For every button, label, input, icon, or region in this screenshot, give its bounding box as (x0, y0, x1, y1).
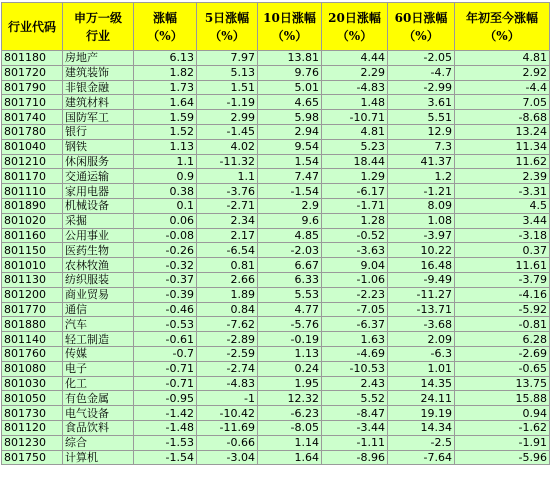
cell-industry[interactable]: 医药生物 (63, 243, 134, 258)
cell-code[interactable]: 801210 (2, 154, 63, 169)
cell-ytd-change[interactable]: 3.44 (455, 213, 550, 228)
cell-change[interactable]: -1.48 (134, 420, 197, 435)
cell-change[interactable]: -0.61 (134, 332, 197, 347)
cell-5d-change[interactable]: -11.69 (197, 420, 258, 435)
header-industry[interactable] (63, 3, 134, 51)
cell-20d-change[interactable]: -7.05 (322, 302, 388, 317)
cell-5d-change[interactable]: 1.51 (197, 80, 258, 95)
cell-industry[interactable]: 银行 (63, 124, 134, 139)
header-industry-sub: 行业 (85, 28, 110, 43)
cell-industry[interactable]: 纺织服装 (63, 272, 134, 287)
cell-60d-change[interactable]: 12.9 (388, 124, 455, 139)
table-row (2, 51, 550, 66)
cell-ytd-change[interactable]: -3.18 (455, 228, 550, 243)
cell-5d-change[interactable]: 1.89 (197, 287, 258, 302)
cell-code[interactable]: 801720 (2, 65, 63, 80)
cell-change[interactable]: -0.37 (134, 272, 197, 287)
cell-ytd-change[interactable]: -0.65 (455, 361, 550, 376)
cell-code[interactable]: 801880 (2, 317, 63, 332)
cell-60d-change[interactable]: 2.09 (388, 332, 455, 347)
cell-10d-change[interactable]: -8.05 (258, 420, 322, 435)
cell-60d-change[interactable]: -2.99 (388, 80, 455, 95)
cell-60d-change[interactable]: -2.5 (388, 435, 455, 450)
table-row (2, 406, 550, 421)
cell-industry[interactable]: 化工 (63, 376, 134, 391)
cell-industry[interactable]: 非银金融 (63, 80, 134, 95)
cell-20d-change[interactable]: 4.44 (322, 51, 388, 66)
cell-change[interactable]: -1.53 (134, 435, 197, 450)
cell-industry[interactable]: 通信 (63, 302, 134, 317)
cell-code[interactable]: 801180 (2, 51, 63, 66)
cell-60d-change[interactable]: 8.09 (388, 198, 455, 213)
cell-industry[interactable]: 食品饮料 (63, 420, 134, 435)
header-60d-change[interactable] (388, 3, 455, 51)
cell-20d-change[interactable]: 1.63 (322, 332, 388, 347)
cell-code[interactable]: 801200 (2, 287, 63, 302)
cell-ytd-change[interactable]: 11.34 (455, 139, 550, 154)
cell-20d-change[interactable]: -3.63 (322, 243, 388, 258)
cell-10d-change[interactable]: 12.32 (258, 391, 322, 406)
table-row (2, 110, 550, 125)
cell-20d-change[interactable]: 4.81 (322, 124, 388, 139)
cell-5d-change[interactable]: 4.02 (197, 139, 258, 154)
cell-industry[interactable]: 采掘 (63, 213, 134, 228)
cell-20d-change[interactable]: 1.48 (322, 95, 388, 110)
header-change-label: 涨幅 (152, 10, 177, 25)
cell-5d-change[interactable]: -10.42 (197, 406, 258, 421)
cell-20d-change[interactable]: -1.06 (322, 272, 388, 287)
header-code-label: 行业代码 (7, 19, 56, 34)
cell-ytd-change[interactable]: 13.75 (455, 376, 550, 391)
cell-60d-change[interactable]: 1.08 (388, 213, 455, 228)
cell-industry[interactable]: 轻工制造 (63, 332, 134, 347)
cell-code[interactable]: 801760 (2, 346, 63, 361)
table-row (2, 80, 550, 95)
cell-code[interactable]: 801890 (2, 198, 63, 213)
cell-60d-change[interactable]: -3.97 (388, 228, 455, 243)
cell-10d-change[interactable]: 4.85 (258, 228, 322, 243)
cell-5d-change[interactable]: -2.59 (197, 346, 258, 361)
cell-5d-change[interactable]: 2.34 (197, 213, 258, 228)
cell-change[interactable]: 0.38 (134, 184, 197, 199)
cell-60d-change[interactable]: 14.34 (388, 420, 455, 435)
header-industry-label: 申万一级 (73, 10, 122, 25)
table-row (2, 243, 550, 258)
table-body (2, 51, 550, 465)
cell-ytd-change[interactable]: 4.81 (455, 51, 550, 66)
cell-60d-change[interactable]: 19.19 (388, 406, 455, 421)
cell-5d-change[interactable]: -6.54 (197, 243, 258, 258)
cell-change[interactable]: 1.59 (134, 110, 197, 125)
header-change-unit: （%） (147, 28, 183, 43)
cell-code[interactable]: 801780 (2, 124, 63, 139)
cell-ytd-change[interactable]: 6.28 (455, 332, 550, 347)
cell-20d-change[interactable]: 1.28 (322, 213, 388, 228)
cell-60d-change[interactable]: -7.64 (388, 450, 455, 465)
header-ytd-unit: （%） (484, 28, 520, 43)
cell-5d-change[interactable]: -2.89 (197, 332, 258, 347)
cell-ytd-change[interactable]: -5.96 (455, 450, 550, 465)
table-row (2, 450, 550, 465)
cell-5d-change[interactable]: -3.76 (197, 184, 258, 199)
cell-60d-change[interactable]: 1.2 (388, 169, 455, 184)
cell-code[interactable]: 801730 (2, 406, 63, 421)
cell-10d-change[interactable]: 4.65 (258, 95, 322, 110)
cell-10d-change[interactable]: 9.76 (258, 65, 322, 80)
table-row (2, 272, 550, 287)
cell-code[interactable]: 801230 (2, 435, 63, 450)
cell-change[interactable]: 1.73 (134, 80, 197, 95)
cell-industry[interactable]: 电子 (63, 361, 134, 376)
cell-5d-change[interactable]: -2.71 (197, 198, 258, 213)
cell-10d-change[interactable]: 1.95 (258, 376, 322, 391)
cell-code[interactable]: 801750 (2, 450, 63, 465)
cell-10d-change[interactable]: 5.53 (258, 287, 322, 302)
cell-10d-change[interactable]: 1.54 (258, 154, 322, 169)
cell-ytd-change[interactable]: -4.16 (455, 287, 550, 302)
cell-ytd-change[interactable]: 11.62 (455, 154, 550, 169)
cell-5d-change[interactable]: -4.83 (197, 376, 258, 391)
header-5d-label: 5日涨幅 (204, 10, 250, 25)
cell-20d-change[interactable]: 9.04 (322, 258, 388, 273)
cell-20d-change[interactable]: -4.83 (322, 80, 388, 95)
cell-industry[interactable]: 有色金属 (63, 391, 134, 406)
cell-change[interactable]: -0.26 (134, 243, 197, 258)
cell-60d-change[interactable]: 5.51 (388, 110, 455, 125)
cell-industry[interactable]: 计算机 (63, 450, 134, 465)
cell-ytd-change[interactable]: -4.4 (455, 80, 550, 95)
cell-change[interactable]: 1.13 (134, 139, 197, 154)
cell-change[interactable]: 0.9 (134, 169, 197, 184)
cell-5d-change[interactable]: -1.45 (197, 124, 258, 139)
table-row (2, 391, 550, 406)
cell-60d-change[interactable]: 3.61 (388, 95, 455, 110)
cell-change[interactable]: -1.42 (134, 406, 197, 421)
cell-change[interactable]: -1.54 (134, 450, 197, 465)
cell-ytd-change[interactable]: -1.62 (455, 420, 550, 435)
cell-industry[interactable]: 交通运输 (63, 169, 134, 184)
cell-20d-change[interactable]: 2.43 (322, 376, 388, 391)
cell-60d-change[interactable]: -3.68 (388, 317, 455, 332)
cell-5d-change[interactable]: 0.81 (197, 258, 258, 273)
cell-20d-change[interactable]: 18.44 (322, 154, 388, 169)
cell-60d-change[interactable]: 7.3 (388, 139, 455, 154)
cell-20d-change[interactable]: -3.44 (322, 420, 388, 435)
cell-60d-change[interactable]: 14.35 (388, 376, 455, 391)
cell-20d-change[interactable]: -8.47 (322, 406, 388, 421)
cell-20d-change[interactable]: -10.71 (322, 110, 388, 125)
header-20d-unit: （%） (336, 28, 373, 43)
cell-ytd-change[interactable]: 15.88 (455, 391, 550, 406)
cell-20d-change[interactable]: -1.11 (322, 435, 388, 450)
table-row (2, 124, 550, 139)
cell-code[interactable]: 801050 (2, 391, 63, 406)
cell-industry[interactable]: 钢铁 (63, 139, 134, 154)
cell-ytd-change[interactable]: 11.61 (455, 258, 550, 273)
cell-code[interactable]: 801140 (2, 332, 63, 347)
cell-10d-change[interactable]: -6.23 (258, 406, 322, 421)
header-20d-change[interactable] (322, 3, 388, 51)
table-row (2, 169, 550, 184)
table-row (2, 302, 550, 317)
cell-industry[interactable]: 家用电器 (63, 184, 134, 199)
cell-5d-change[interactable]: -2.74 (197, 361, 258, 376)
table-row (2, 198, 550, 213)
cell-5d-change[interactable]: -11.32 (197, 154, 258, 169)
cell-change[interactable]: -0.08 (134, 228, 197, 243)
cell-code[interactable]: 801160 (2, 228, 63, 243)
cell-change[interactable]: -0.46 (134, 302, 197, 317)
header-row (2, 3, 550, 51)
cell-change[interactable]: 1.52 (134, 124, 197, 139)
cell-10d-change[interactable]: 1.13 (258, 346, 322, 361)
cell-10d-change[interactable]: 9.6 (258, 213, 322, 228)
cell-20d-change[interactable]: 5.23 (322, 139, 388, 154)
header-10d-change[interactable] (258, 3, 322, 51)
cell-20d-change[interactable]: 1.29 (322, 169, 388, 184)
cell-code[interactable]: 801120 (2, 420, 63, 435)
header-60d-label: 60日涨幅 (394, 10, 448, 25)
cell-code[interactable]: 801740 (2, 110, 63, 125)
cell-5d-change[interactable]: 0.84 (197, 302, 258, 317)
table-row (2, 139, 550, 154)
cell-code[interactable]: 801020 (2, 213, 63, 228)
cell-60d-change[interactable]: 16.48 (388, 258, 455, 273)
cell-10d-change[interactable]: -2.03 (258, 243, 322, 258)
cell-code[interactable]: 801790 (2, 80, 63, 95)
header-code[interactable] (2, 3, 63, 51)
cell-change[interactable]: -0.71 (134, 361, 197, 376)
cell-ytd-change[interactable]: 2.39 (455, 169, 550, 184)
cell-code[interactable]: 801110 (2, 184, 63, 199)
cell-ytd-change[interactable]: 0.37 (455, 243, 550, 258)
industry-performance-table (1, 2, 550, 465)
cell-60d-change[interactable]: 41.37 (388, 154, 455, 169)
cell-10d-change[interactable]: 6.67 (258, 258, 322, 273)
cell-10d-change[interactable]: 13.81 (258, 51, 322, 66)
cell-5d-change[interactable]: 5.13 (197, 65, 258, 80)
cell-ytd-change[interactable]: -3.79 (455, 272, 550, 287)
cell-10d-change[interactable]: 6.33 (258, 272, 322, 287)
header-ytd-change[interactable] (455, 3, 550, 51)
header-ytd-label: 年初至今涨幅 (465, 10, 538, 25)
header-60d-unit: （%） (403, 28, 439, 43)
cell-60d-change[interactable]: -9.49 (388, 272, 455, 287)
cell-industry[interactable]: 传媒 (63, 346, 134, 361)
header-10d-unit: （%） (271, 28, 308, 43)
table-row (2, 361, 550, 376)
cell-20d-change[interactable]: -1.71 (322, 198, 388, 213)
cell-industry[interactable]: 综合 (63, 435, 134, 450)
cell-20d-change[interactable]: -6.37 (322, 317, 388, 332)
cell-change[interactable]: -0.71 (134, 376, 197, 391)
cell-5d-change[interactable]: 2.17 (197, 228, 258, 243)
cell-20d-change[interactable]: -6.17 (322, 184, 388, 199)
table-row (2, 420, 550, 435)
cell-ytd-change[interactable]: -8.68 (455, 110, 550, 125)
cell-industry[interactable]: 商业贸易 (63, 287, 134, 302)
cell-code[interactable]: 801130 (2, 272, 63, 287)
cell-ytd-change[interactable]: 13.24 (455, 124, 550, 139)
cell-60d-change[interactable]: -4.7 (388, 65, 455, 80)
table-row (2, 346, 550, 361)
cell-industry[interactable]: 建筑材料 (63, 95, 134, 110)
header-5d-unit: （%） (209, 28, 245, 43)
cell-change[interactable]: 1.1 (134, 154, 197, 169)
cell-industry[interactable]: 公用事业 (63, 228, 134, 243)
cell-10d-change[interactable]: -5.76 (258, 317, 322, 332)
cell-10d-change[interactable]: 2.9 (258, 198, 322, 213)
cell-industry[interactable]: 建筑装饰 (63, 65, 134, 80)
cell-20d-change[interactable]: 5.52 (322, 391, 388, 406)
cell-5d-change[interactable]: -0.66 (197, 435, 258, 450)
cell-10d-change[interactable]: 5.01 (258, 80, 322, 95)
cell-60d-change[interactable]: -2.05 (388, 51, 455, 66)
table-row (2, 376, 550, 391)
cell-code[interactable]: 801040 (2, 139, 63, 154)
cell-ytd-change[interactable]: 0.94 (455, 406, 550, 421)
cell-10d-change[interactable]: 5.98 (258, 110, 322, 125)
cell-5d-change[interactable]: -1 (197, 391, 258, 406)
cell-change[interactable]: -0.7 (134, 346, 197, 361)
cell-20d-change[interactable]: -4.69 (322, 346, 388, 361)
table-row (2, 287, 550, 302)
cell-10d-change[interactable]: -1.54 (258, 184, 322, 199)
cell-5d-change[interactable]: 2.99 (197, 110, 258, 125)
cell-ytd-change[interactable]: -0.81 (455, 317, 550, 332)
cell-60d-change[interactable]: -13.71 (388, 302, 455, 317)
table-row (2, 332, 550, 347)
cell-ytd-change[interactable]: -2.69 (455, 346, 550, 361)
header-20d-label: 20日涨幅 (328, 10, 381, 25)
cell-ytd-change[interactable]: -1.91 (455, 435, 550, 450)
table-row (2, 435, 550, 450)
cell-10d-change[interactable]: -0.19 (258, 332, 322, 347)
cell-industry[interactable]: 房地产 (63, 51, 134, 66)
cell-code[interactable]: 801170 (2, 169, 63, 184)
cell-industry[interactable]: 农林牧渔 (63, 258, 134, 273)
cell-ytd-change[interactable]: -5.92 (455, 302, 550, 317)
cell-20d-change[interactable]: 2.29 (322, 65, 388, 80)
cell-60d-change[interactable]: 10.22 (388, 243, 455, 258)
cell-change[interactable]: -0.53 (134, 317, 197, 332)
cell-60d-change[interactable]: -6.3 (388, 346, 455, 361)
cell-industry[interactable]: 汽车 (63, 317, 134, 332)
cell-industry[interactable]: 电气设备 (63, 406, 134, 421)
header-change[interactable] (134, 3, 197, 51)
cell-20d-change[interactable]: -10.53 (322, 361, 388, 376)
cell-code[interactable]: 801710 (2, 95, 63, 110)
cell-code[interactable]: 801080 (2, 361, 63, 376)
cell-60d-change[interactable]: -11.27 (388, 287, 455, 302)
cell-5d-change[interactable]: 2.66 (197, 272, 258, 287)
cell-60d-change[interactable]: -1.21 (388, 184, 455, 199)
cell-10d-change[interactable]: 7.47 (258, 169, 322, 184)
table-row (2, 213, 550, 228)
table-row (2, 258, 550, 273)
cell-10d-change[interactable]: 4.77 (258, 302, 322, 317)
cell-change[interactable]: 0.06 (134, 213, 197, 228)
cell-10d-change[interactable]: 2.94 (258, 124, 322, 139)
cell-code[interactable]: 801150 (2, 243, 63, 258)
cell-ytd-change[interactable]: -3.31 (455, 184, 550, 199)
cell-ytd-change[interactable]: 4.5 (455, 198, 550, 213)
table-row (2, 95, 550, 110)
cell-20d-change[interactable]: -8.96 (322, 450, 388, 465)
cell-ytd-change[interactable]: 2.92 (455, 65, 550, 80)
header-10d-label: 10日涨幅 (263, 10, 316, 25)
table-row (2, 184, 550, 199)
cell-10d-change[interactable]: 9.54 (258, 139, 322, 154)
cell-5d-change[interactable]: -3.04 (197, 450, 258, 465)
cell-code[interactable]: 801030 (2, 376, 63, 391)
cell-60d-change[interactable]: 24.11 (388, 391, 455, 406)
cell-change[interactable]: -0.32 (134, 258, 197, 273)
table-row (2, 65, 550, 80)
cell-code[interactable]: 801010 (2, 258, 63, 273)
cell-20d-change[interactable]: -0.52 (322, 228, 388, 243)
cell-60d-change[interactable]: 1.01 (388, 361, 455, 376)
cell-change[interactable]: -0.95 (134, 391, 197, 406)
cell-5d-change[interactable]: -7.62 (197, 317, 258, 332)
table-row (2, 154, 550, 169)
cell-10d-change[interactable]: 1.14 (258, 435, 322, 450)
cell-change[interactable]: 0.1 (134, 198, 197, 213)
cell-20d-change[interactable]: -2.23 (322, 287, 388, 302)
cell-5d-change[interactable]: -1.19 (197, 95, 258, 110)
table-row (2, 317, 550, 332)
cell-change[interactable]: 6.13 (134, 51, 197, 66)
cell-industry[interactable]: 休闲服务 (63, 154, 134, 169)
cell-5d-change[interactable]: 1.1 (197, 169, 258, 184)
cell-change[interactable]: 1.64 (134, 95, 197, 110)
cell-10d-change[interactable]: 0.24 (258, 361, 322, 376)
cell-code[interactable]: 801770 (2, 302, 63, 317)
cell-industry[interactable]: 机械设备 (63, 198, 134, 213)
header-5d-change[interactable] (197, 3, 258, 51)
cell-change[interactable]: 1.82 (134, 65, 197, 80)
cell-10d-change[interactable]: 1.64 (258, 450, 322, 465)
cell-industry[interactable]: 国防军工 (63, 110, 134, 125)
cell-5d-change[interactable]: 7.97 (197, 51, 258, 66)
cell-change[interactable]: -0.39 (134, 287, 197, 302)
cell-ytd-change[interactable]: 7.05 (455, 95, 550, 110)
table-row (2, 228, 550, 243)
